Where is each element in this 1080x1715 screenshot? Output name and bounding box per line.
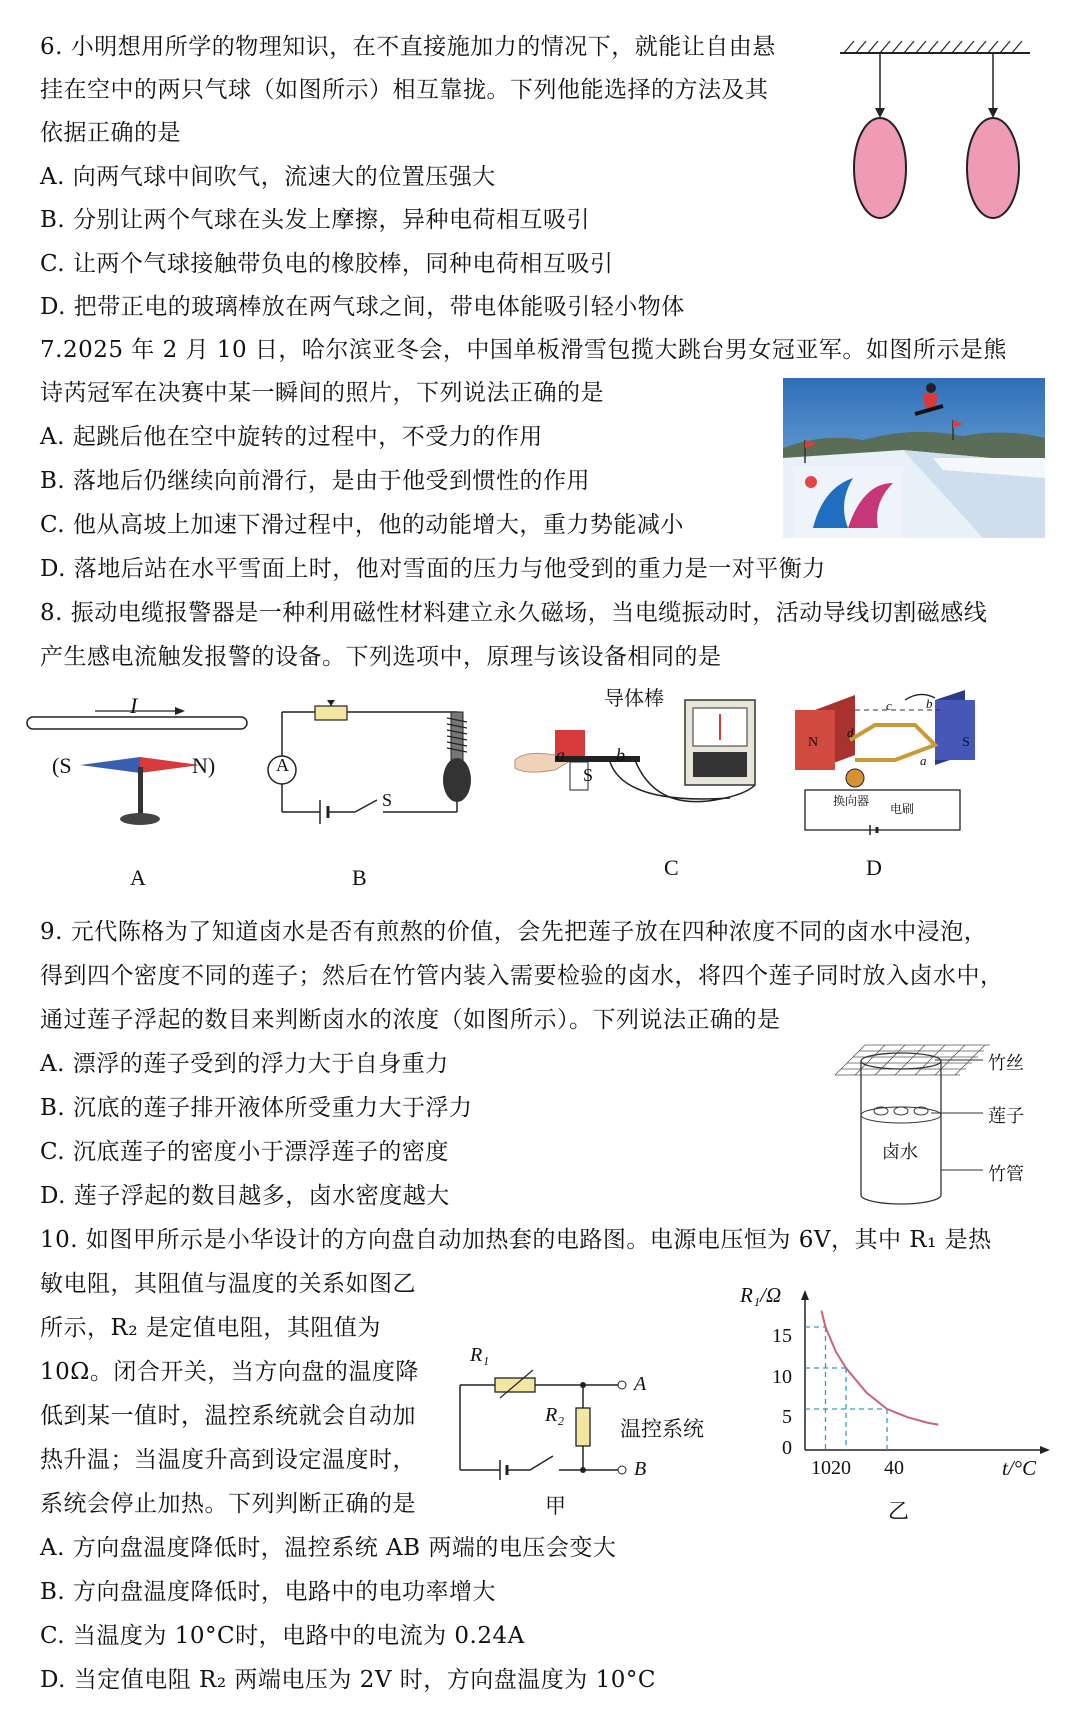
circuit-a-label: A [634,1373,647,1395]
fig-b-switch-label: S [382,790,393,810]
q9-option-b: B. 沉底的莲子排开液体所受重力大于浮力 [40,1095,473,1121]
q7-option-d: D. 落地后站在水平雪面上时，他对雪面的压力与他受到的重力是一对平衡力 [40,556,826,582]
graph-xtick-10-20: 1020 [811,1457,851,1479]
q6-option-a: A. 向两气球中间吹气，流速大的位置压强大 [40,164,496,190]
q7-option-b: B. 落地后仍继续向前滑行，是由于他受到惯性的作用 [40,468,591,494]
graph-x-arrow [1040,1446,1050,1454]
q7-line-1: 7.2025 年 2 月 10 日，哈尔滨亚冬会，中国单板滑雪包揽大跳台男女冠亚军。如图所示是熊 [40,337,1007,363]
graph-y-arrow [801,1290,809,1300]
graph-yi [760,1290,1050,1480]
fig9-seeds-label: 莲子 [988,1106,1024,1127]
fig-c-b-label: b [616,745,625,765]
q6-line-2: 挂在空中的两只气球（如图所示）相互靠拢。下列他能选择的方法及其 [40,77,769,103]
graph-ytick-10: 10 [772,1366,792,1388]
q9-line-2: 得到四个密度不同的莲子；然后在竹管内装入需要检验的卤水，将四个莲子同时放入卤水中， [40,963,1004,989]
fig-b-caption: B [352,865,367,890]
q10-option-c: C. 当温度为 10°C时，电路中的电流为 0.24A [40,1623,525,1649]
q8-line-2: 产生感电流触发报警的设备。下列选项中，原理与该设备相同的是 [40,644,722,670]
balloon-right [967,118,1019,218]
fig9-mesh-label: 竹丝 [988,1053,1024,1074]
fig-c-s-label: S [583,765,594,785]
balloon-left [854,118,906,218]
fig-d-b-label: b [926,696,933,711]
circuit-r1-label: R₁ [470,1344,490,1366]
fig-d-d-label: d [847,725,854,740]
bamboo-tube-figure [835,1045,995,1215]
q6-option-d: D. 把带正电的玻璃棒放在两气球之间，带电体能吸引轻小物体 [40,294,685,320]
q10-left-line-5: 热升温；当温度升高到设定温度时， [40,1447,416,1473]
fig9-tube-label: 竹管 [988,1164,1024,1185]
balloons-figure [840,38,1040,228]
q10-left-line-2: 所示，R₂ 是定值电阻，其阻值为 [40,1315,381,1341]
graph-ytick-5: 5 [782,1406,792,1428]
q10-line-1: 10. 如图甲所示是小华设计的方向盘自动加热套的电路图。电源电压恒为 6V，其中 R₁ 是热 [40,1227,992,1253]
fig-a-caption: A [130,865,146,890]
fig-a-n-label: N) [192,753,216,778]
q10-left-line-1: 敏电阻，其阻值与温度的关系如图乙 [40,1271,416,1297]
q10-left-line-4: 低到某一值时，温控系统就会自动加 [40,1403,416,1429]
q10-option-a: A. 方向盘温度降低时，温控系统 AB 两端的电压会变大 [40,1535,617,1561]
graph-ylabel: R₁/Ω [740,1283,782,1307]
q10-option-d: D. 当定值电阻 R₂ 两端电压为 2V 时，方向盘温度为 10°C [40,1667,656,1693]
fig-d-commutator-label: 换向器 [833,794,870,808]
q9-line-3: 通过莲子浮起的数目来判断卤水的浓度（如图所示）。下列说法正确的是 [40,1007,781,1033]
q8-line-1: 8. 振动电缆报警器是一种利用磁性材料建立永久磁场，当电缆振动时，活动导线切割磁感线 [40,600,988,626]
q9-option-a: A. 漂浮的莲子受到的浮力大于自身重力 [40,1051,449,1077]
q10-left-line-3: 10Ω。闭合开关，当方向盘的温度降 [40,1359,419,1385]
q10-left-line-6: 系统会停止加热。下列判断正确的是 [40,1491,416,1517]
q6-line-3: 依据正确的是 [40,120,181,146]
q7-option-a: A. 起跳后他在空中旋转的过程中，不受力的作用 [40,424,543,450]
q6-option-b: B. 分别让两个气球在头发上摩擦，异种电荷相互吸引 [40,207,591,233]
fig-d-caption: D [866,855,882,880]
circuit-b-label: B [634,1458,647,1480]
fig-d-c-label: c [886,698,892,713]
fig-c-caption: C [664,855,679,880]
q7-line-2: 诗芮冠军在决赛中某一瞬间的照片，下列说法正确的是 [40,380,604,406]
fig-b-ammeter-label: A [276,755,289,775]
q9-line-1: 9. 元代陈格为了知道卤水是否有煎熬的价值，会先把莲子放在四种浓度不同的卤水中浸泡， [40,919,988,945]
q9-option-c: C. 沉底莲子的密度小于漂浮莲子的密度 [40,1139,449,1165]
graph-origin: 0 [782,1437,792,1459]
graph-ytick-15: 15 [772,1325,792,1347]
fig-a-current-label: I [130,693,138,718]
circuit-r2-label: R₂ [545,1404,565,1426]
fig-d-n-label: N [808,735,819,750]
fig-d-brush-label: 电刷 [890,802,915,816]
fig-c-rod-label: 导体棒 [604,686,664,710]
fig-d-s-label: S [962,735,970,750]
fig-c-a-label: a [556,745,565,765]
graph-caption: 乙 [888,1499,909,1523]
fig-a-s-label: (S [52,753,72,778]
graph-xtick-40: 40 [884,1457,904,1479]
q10-option-b: B. 方向盘温度降低时，电路中的电功率增大 [40,1579,497,1605]
snowboard-photo [783,378,1045,538]
q9-option-d: D. 莲子浮起的数目越多，卤水密度越大 [40,1183,450,1209]
circuit-caption: 甲 [545,1494,566,1518]
circuit-system-label: 温控系统 [620,1417,704,1441]
fig9-brine-label: 卤水 [882,1142,918,1163]
q6-line-1: 6. 小明想用所学的物理知识，在不直接施加力的情况下，就能让自由悬 [40,34,776,60]
graph-series-line [821,1311,938,1425]
q6-option-c: C. 让两个气球接触带负电的橡胶棒，同种电荷相互吸引 [40,251,614,277]
graph-xlabel: t/°C [1002,1456,1037,1480]
q7-option-c: C. 他从高坡上加速下滑过程中，他的动能增大，重力势能减小 [40,512,684,538]
fig-d-a-label: a [920,753,927,768]
